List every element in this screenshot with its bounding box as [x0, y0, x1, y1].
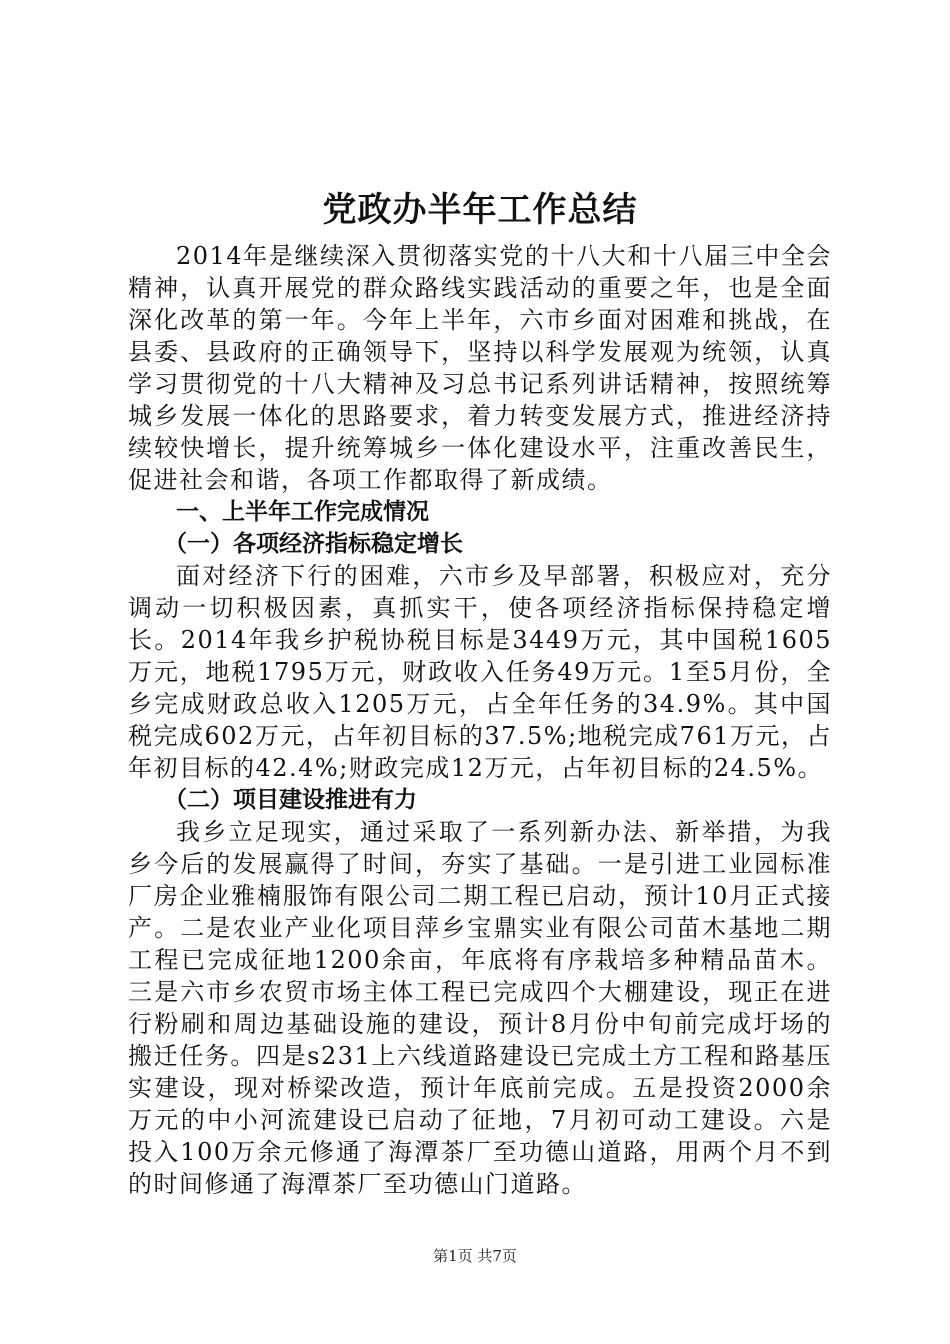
- subsection-1-paragraph: 面对经济下行的困难，六市乡及早部署，积极应对，充分调动一切积极因素，真抓实干，使各项经济指标保持稳定增长。2014年我乡护税协税目标是3449万元，其中国税1605万元，地税1795万元，财政收入任务49万元。1至5月份，全乡完成财政总收入1205万元，占全年任务的34.9%。其中国税完成602万元，占年初目标的37.5%;地税完成761万元，占年初目标的42.4%;财政完成12万元，占年初目标的24.5%。: [128, 562, 832, 782]
- document-page: [128, 180, 832, 1200]
- subsection-heading-2: （二）项目建设推进有力: [164, 787, 417, 813]
- section-heading: 一、上半年工作完成情况: [176, 499, 429, 525]
- intro-paragraph: 2014年是继续深入贯彻落实党的十八大和十八届三中全会精神，认真开展党的群众路线实践活动的重要之年，也是全面深化改革的第一年。今年上半年，六市乡面对困难和挑战，在县委、县政府的正确领导下，坚持以科学发展观为统领，认真学习贯彻党的十八大精神及习总书记系列讲话精神，按照统筹城乡发展一体化的思路要求，着力转变发展方式，推进经济持续较快增长，提升统筹城乡一体化建设水平，注重改善民生，促进社会和谐，各项工作都取得了新成绩。: [128, 242, 832, 494]
- subsection-2-paragraph: 我乡立足现实，通过采取了一系列新办法、新举措，为我乡今后的发展赢得了时间，夯实了基础。一是引进工业园标准厂房企业雅楠服饰有限公司二期工程已启动，预计10月正式接产。二是农业产业化项目萍乡宝鼎实业有限公司苗木基地二期工程已完成征地1200余亩，年底将有序栽培多种精品苗木。三是六市乡农贸市场主体工程已完成四个大棚建设，现正在进行粉刷和周边基础设施的建设，预计8月份中旬前完成圩场的搬迁任务。四是s231上六线道路建设已完成土方工程和路基压实建设，现对桥梁改造，预计年底前完成。五是投资2000余万元的中小河流建设已启动了征地，7月初可动工建设。六是投入100万余元修通了海潭茶厂至功德山道路，用两个月不到的时间修通了海潭茶厂至功德山门道路。: [128, 818, 832, 1198]
- subsection-heading-1: （一）各项经济指标稳定增长: [164, 531, 463, 557]
- document-title: 党政办半年工作总结: [322, 190, 638, 230]
- page-footer: 第1页 共7页: [433, 1247, 517, 1265]
